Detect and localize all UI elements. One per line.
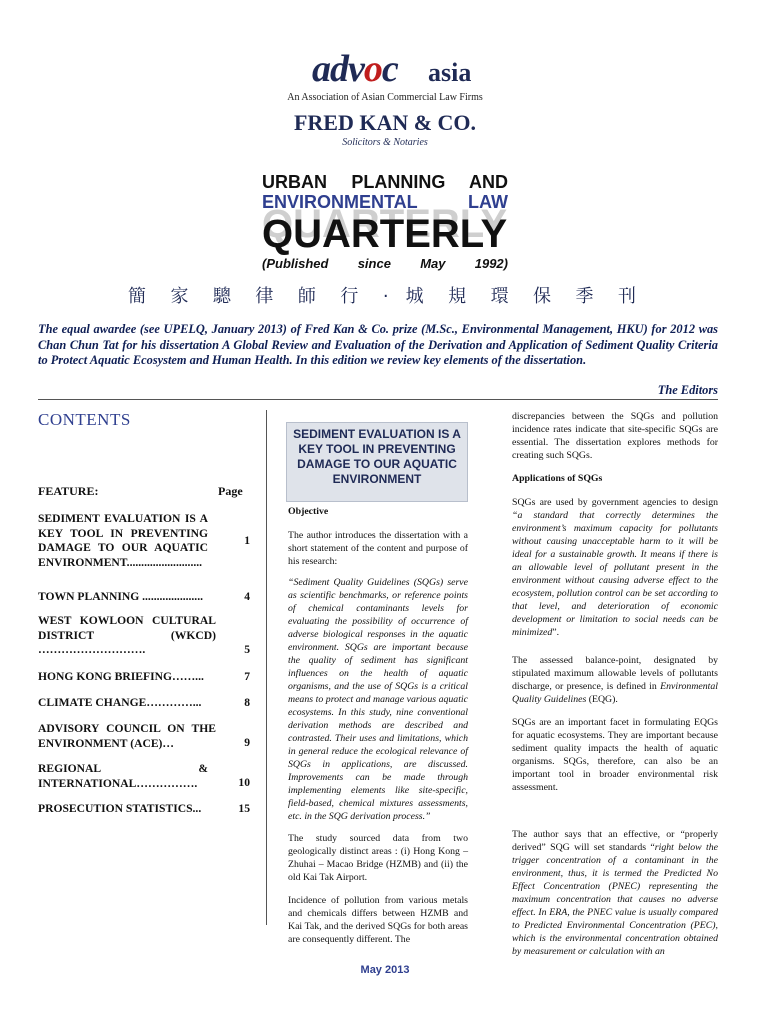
toc-item-title: PROSECUTION STATISTICS...: [38, 802, 202, 815]
article-paragraph: The author says that an effective, or “properly derived” SQG will set standards “right below the trigger concentration of a contaminant in the environment, thus, it is termed the Predicted No Effect Concentration (PNEC) representing the maximum concentration that causes no adverse effect. In ERA, the PNEC value is usually compared to Predicted Environmental Concentration (PEC), which is the environmental concentration obtained by measurement or calculation with an: [512, 829, 718, 957]
applications-heading: Applications of SQGs: [512, 473, 603, 484]
divider: [38, 399, 718, 400]
toc-item-title: ADVISORY COUNCIL ON THE ENVIRONMENT (ACE)…: [38, 722, 216, 750]
contents-heading: CONTENTS: [38, 410, 131, 429]
toc-item[interactable]: [38, 670, 250, 685]
article-paragraph: The assessed balance-point, designated by stipulated maximum allowable levels of pollutants discharge, or presence, is defined in Environmental Quality Guidelines (EQG).: [512, 655, 718, 705]
toc-item-page: 9: [244, 736, 250, 749]
toc-item-title: TOWN PLANNING .....................: [38, 590, 204, 603]
toc-item[interactable]: [38, 802, 250, 817]
editors-intro: The equal awardee (see UPELQ, January 2013) of Fred Kan & Co. prize (M.Sc., Environmental Management, HKU) for 2012 was Chan Chun Tat for his dissertation A Global Review and Evaluation of the Derivation and Application of Sediment Quality Criteria to Protect Aquatic Ecosystem and Human Health. In this edition we review key elements of the dissertation.: [38, 322, 718, 367]
article-paragraph: Incidence of pollution from various metals and chemicals differs between HZMB and Kai Tak, and the derived SQGs for both areas are consequently different. The: [288, 895, 468, 945]
firm-name: FRED KAN & CO.: [293, 110, 477, 135]
toc-item-page: 5: [244, 643, 250, 656]
article-paragraph: The author introduces the dissertation with a short statement of the content and purpose of his research:: [288, 530, 468, 567]
toc-item[interactable]: [38, 512, 250, 570]
article-paragraph: discrepancies between the SQGs and pollution incidence rates indicate that site-specific SQGs are essential. The dissertation explores methods for creating such SQGs.: [512, 411, 718, 461]
toc-item[interactable]: [38, 696, 250, 711]
toc-item-title: HONG KONG BRIEFING……...: [38, 670, 204, 683]
toc-item-title: SEDIMENT EVALUATION IS A KEY TOOL IN PREVENTING DAMAGE TO OUR AQUATIC ENVIRONMENT..........................: [38, 512, 208, 569]
publication-title-quarterly: QUARTERLY: [262, 212, 508, 256]
toc-item-page: 8: [244, 696, 250, 709]
article-quote: “Sediment Quality Guidelines (SQGs) serve as scientific benchmarks, or reference points of chemical contaminants levels for evaluating the possibility of occurrence of adverse biological responses in the aquatic environment. SQGs are important because the quality of sediment has significant influences on the health of aquatic organisms, and the use of SQGs is a critical means to protect and manage various aquatic ecosystems. In this study, nine conventional derivation methods are described and contrasted. Their uses and limitations, which in general reduce the ecological relevance of SQGs in applications, are discussed. Improvements can be made through implementing elements like site-specific, field-based, chemical mixtures assessments, etc. in the SQG derivation process.”: [288, 577, 468, 822]
toc-item-title: WEST KOWLOON CULTURAL DISTRICT (WKCD) ……………………….: [38, 614, 216, 656]
logo-wordmark: advoc: [312, 48, 398, 90]
feature-label: FEATURE:: [38, 484, 99, 498]
chinese-title: 簡 家 驄 律 師 行 · 城 規 環 保 季 刊: [128, 286, 638, 307]
toc-item[interactable]: [38, 762, 250, 791]
logo-asia: asia: [428, 58, 472, 87]
toc-item-page: 4: [244, 590, 250, 603]
objective-heading: Objective: [288, 506, 329, 517]
publication-since: (Published since May 1992): [262, 256, 508, 271]
association-tagline: An Association of Asian Commercial Law Firms: [287, 92, 483, 103]
publication-title-line1: URBAN PLANNING AND: [262, 172, 508, 192]
toc-item-title: REGIONAL & INTERNATIONAL…………….: [38, 762, 208, 790]
toc-item-page: 15: [238, 802, 250, 815]
firm-subtitle: Solicitors & Notaries: [342, 137, 428, 148]
publication-title-line2: ENVIRONMENTAL LAW: [262, 192, 508, 212]
toc-item-page: 1: [244, 534, 250, 547]
page-label: Page: [218, 484, 243, 498]
article-title-box: SEDIMENT EVALUATION IS A KEY TOOL IN PREVENTING DAMAGE TO OUR AQUATIC ENVIRONMENT: [286, 422, 468, 502]
toc-item[interactable]: [38, 590, 250, 605]
toc-item-title: CLIMATE CHANGE…………...: [38, 696, 202, 709]
column-divider: [266, 410, 267, 925]
toc-item-page: 10: [238, 776, 250, 789]
toc-item[interactable]: [38, 722, 250, 751]
toc-item-page: 7: [244, 670, 250, 683]
article-paragraph: The study sourced data from two geologically distinct areas : (i) Hong Kong – Zhuhai – Macao Bridge (HZMB) and (ii) the old Kai Tak Airport.: [288, 833, 468, 883]
article-paragraph: SQGs are an important facet in formulating EQGs for aquatic ecosystems. They are important because sediment quality impacts the health of aquatic organisms. SQGs, therefore, can also be an important tool in broader environmental risk assessment.: [512, 717, 718, 793]
editors-signature: The Editors: [657, 383, 718, 397]
toc-item[interactable]: [38, 614, 250, 658]
advoc-asia-logo: [312, 48, 472, 90]
issue-date: May 2013: [360, 964, 410, 976]
article-paragraph: SQGs are used by government agencies to design “a standard that correctly determines the environment’s maximum capacity for pollutants without causing unacceptable harm to it will be ideal for a sustainable growth. It means if there is an allowable level of pollutant present in the environment without causing adverse effect to the ecosystem, pollution control can be set according to that level, and deterioration of economic development or limitation to social needs can be minimized”.: [512, 497, 718, 638]
